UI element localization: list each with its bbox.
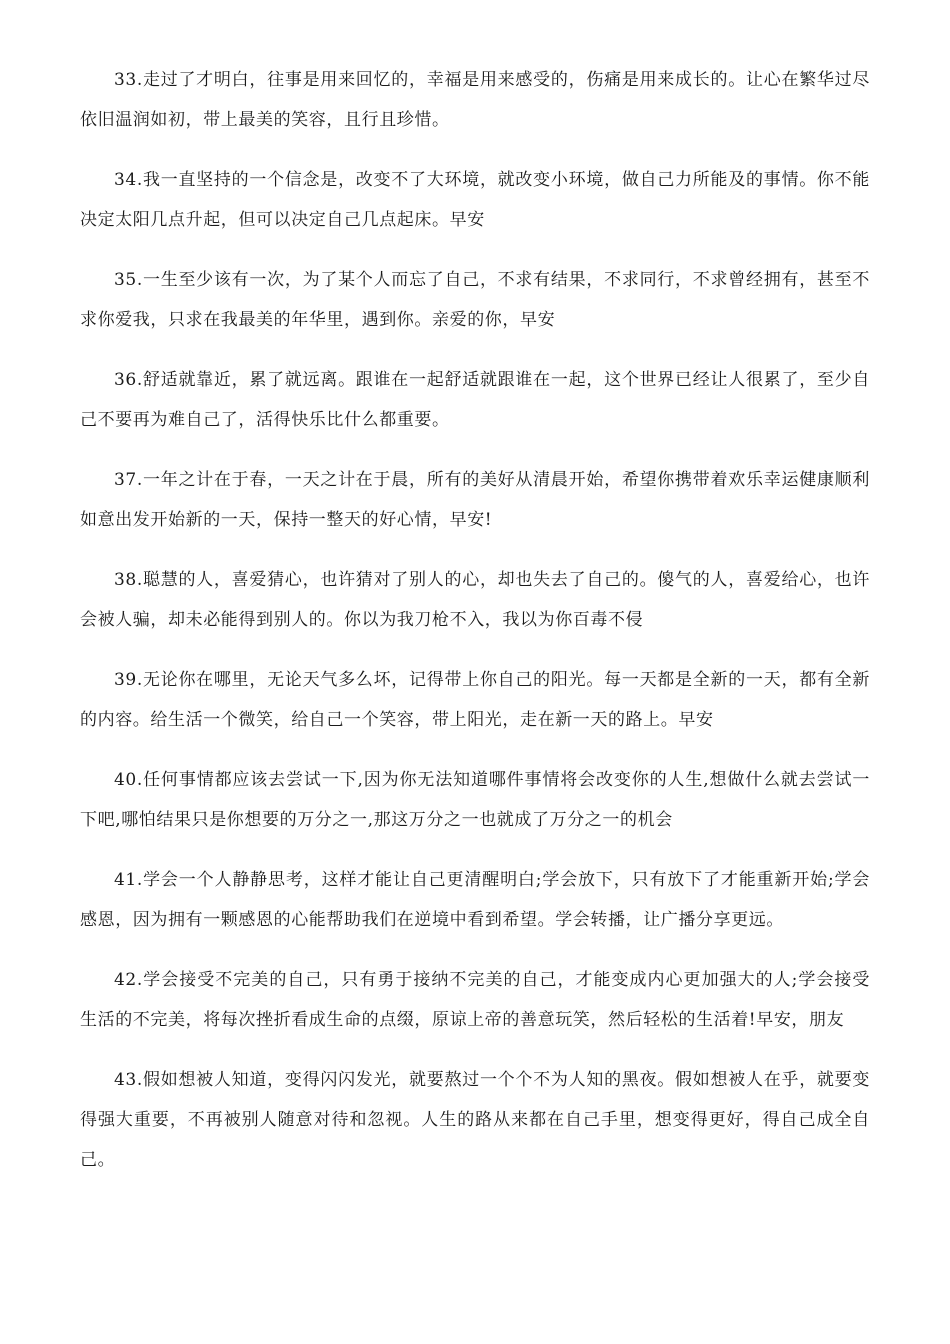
paragraph-43: 43.假如想被人知道，变得闪闪发光，就要熬过一个个不为人知的黑夜。假如想被人在乎，就要变得强大重要，不再被别人随意对待和忽视。人生的路从来都在自己手里，想变得更好，得自己成全自己。 <box>80 1070 870 1170</box>
paragraph-38: 38.聪慧的人，喜爱猜心，也许猜对了别人的心，却也失去了自己的。傻气的人，喜爱给心，也许会被人骗，却未必能得到别人的。你以为我刀枪不入，我以为你百毒不侵 <box>80 570 870 630</box>
document-body <box>80 60 870 1200</box>
paragraph-33: 33.走过了才明白，往事是用来回忆的，幸福是用来感受的，伤痛是用来成长的。让心在繁华过尽依旧温润如初，带上最美的笑容，且行且珍惜。 <box>80 70 870 130</box>
paragraph-41: 41.学会一个人静静思考，这样才能让自己更清醒明白;学会放下，只有放下了才能重新开始;学会感恩，因为拥有一颗感恩的心能帮助我们在逆境中看到希望。学会转播，让广播分享更远。 <box>80 870 870 930</box>
paragraph-40: 40.任何事情都应该去尝试一下,因为你无法知道哪件事情将会改变你的人生,想做什么就去尝试一下吧,哪怕结果只是你想要的万分之一,那这万分之一也就成了万分之一的机会 <box>80 770 870 830</box>
paragraph-35: 35.一生至少该有一次，为了某个人而忘了自己，不求有结果，不求同行，不求曾经拥有，甚至不求你爱我，只求在我最美的年华里，遇到你。亲爱的你，早安 <box>80 270 870 330</box>
paragraph-39: 39.无论你在哪里，无论天气多么坏，记得带上你自己的阳光。每一天都是全新的一天，都有全新的内容。给生活一个微笑，给自己一个笑容，带上阳光，走在新一天的路上。早安 <box>80 670 870 730</box>
paragraph-34: 34.我一直坚持的一个信念是，改变不了大环境，就改变小环境，做自己力所能及的事情。你不能决定太阳几点升起，但可以决定自己几点起床。早安 <box>80 170 870 230</box>
paragraph-42: 42.学会接受不完美的自己，只有勇于接纳不完美的自己，才能变成内心更加强大的人;学会接受生活的不完美，将每次挫折看成生命的点缀，原谅上帝的善意玩笑，然后轻松的生活着!早安，朋友 <box>80 970 870 1030</box>
paragraph-36: 36.舒适就靠近，累了就远离。跟谁在一起舒适就跟谁在一起，这个世界已经让人很累了，至少自己不要再为难自己了，活得快乐比什么都重要。 <box>80 370 870 430</box>
paragraph-37: 37.一年之计在于春，一天之计在于晨，所有的美好从清晨开始，希望你携带着欢乐幸运健康顺利如意出发开始新的一天，保持一整天的好心情，早安! <box>80 470 870 530</box>
